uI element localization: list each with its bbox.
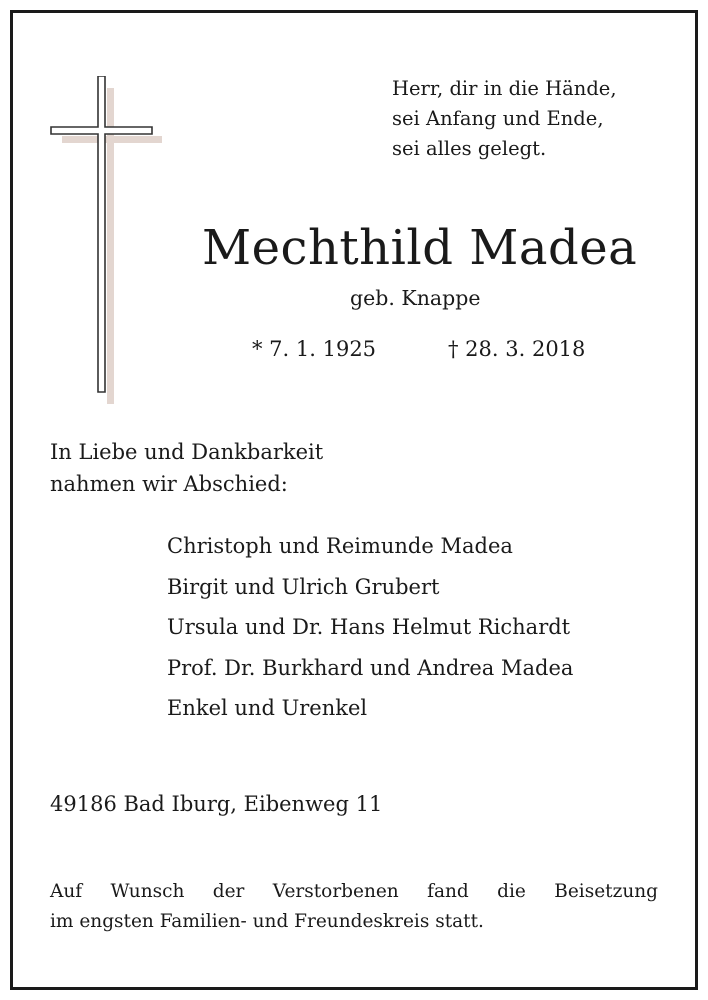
birth-date: * 7. 1. 1925 <box>252 337 377 361</box>
intro-line: nahmen wir Abschied: <box>50 472 288 496</box>
mourners-list <box>167 526 573 729</box>
verse-line: sei Anfang und Ende, <box>392 107 604 130</box>
death-date: † 28. 3. 2018 <box>448 337 586 361</box>
notice-line: im engsten Familien- und Freundeskreis statt. <box>50 911 484 932</box>
cross-outline <box>51 76 152 392</box>
notice-line: Auf Wunsch der Verstorbenen fand die Beisetzung <box>50 881 658 902</box>
mourner-entry: Ursula und Dr. Hans Helmut Richardt <box>167 615 571 639</box>
intro-line: In Liebe und Dankbarkeit <box>50 440 324 464</box>
mourner-entry: Birgit und Ulrich Grubert <box>167 574 440 599</box>
verse-line: sei alles gelegt. <box>392 137 547 160</box>
intro-text <box>50 436 323 500</box>
mourner-entry: Prof. Dr. Burkhard und Andrea Madea <box>167 655 574 680</box>
verse <box>392 74 617 164</box>
cross-shadow-horizontal <box>62 136 162 143</box>
mourner-entry: Enkel und Urenkel <box>167 696 368 720</box>
verse-line: Herr, dir in die Hände, <box>392 77 617 100</box>
cross-shadow-vertical <box>107 88 114 404</box>
cross-icon <box>49 76 165 404</box>
funeral-notice <box>50 877 658 937</box>
deceased-name: Mechthild Madea <box>202 220 638 276</box>
address: 49186 Bad Iburg, Eibenweg 11 <box>50 792 383 816</box>
mourner-entry: Christoph und Reimunde Madea <box>167 534 513 558</box>
birth-name: geb. Knappe <box>350 286 481 310</box>
